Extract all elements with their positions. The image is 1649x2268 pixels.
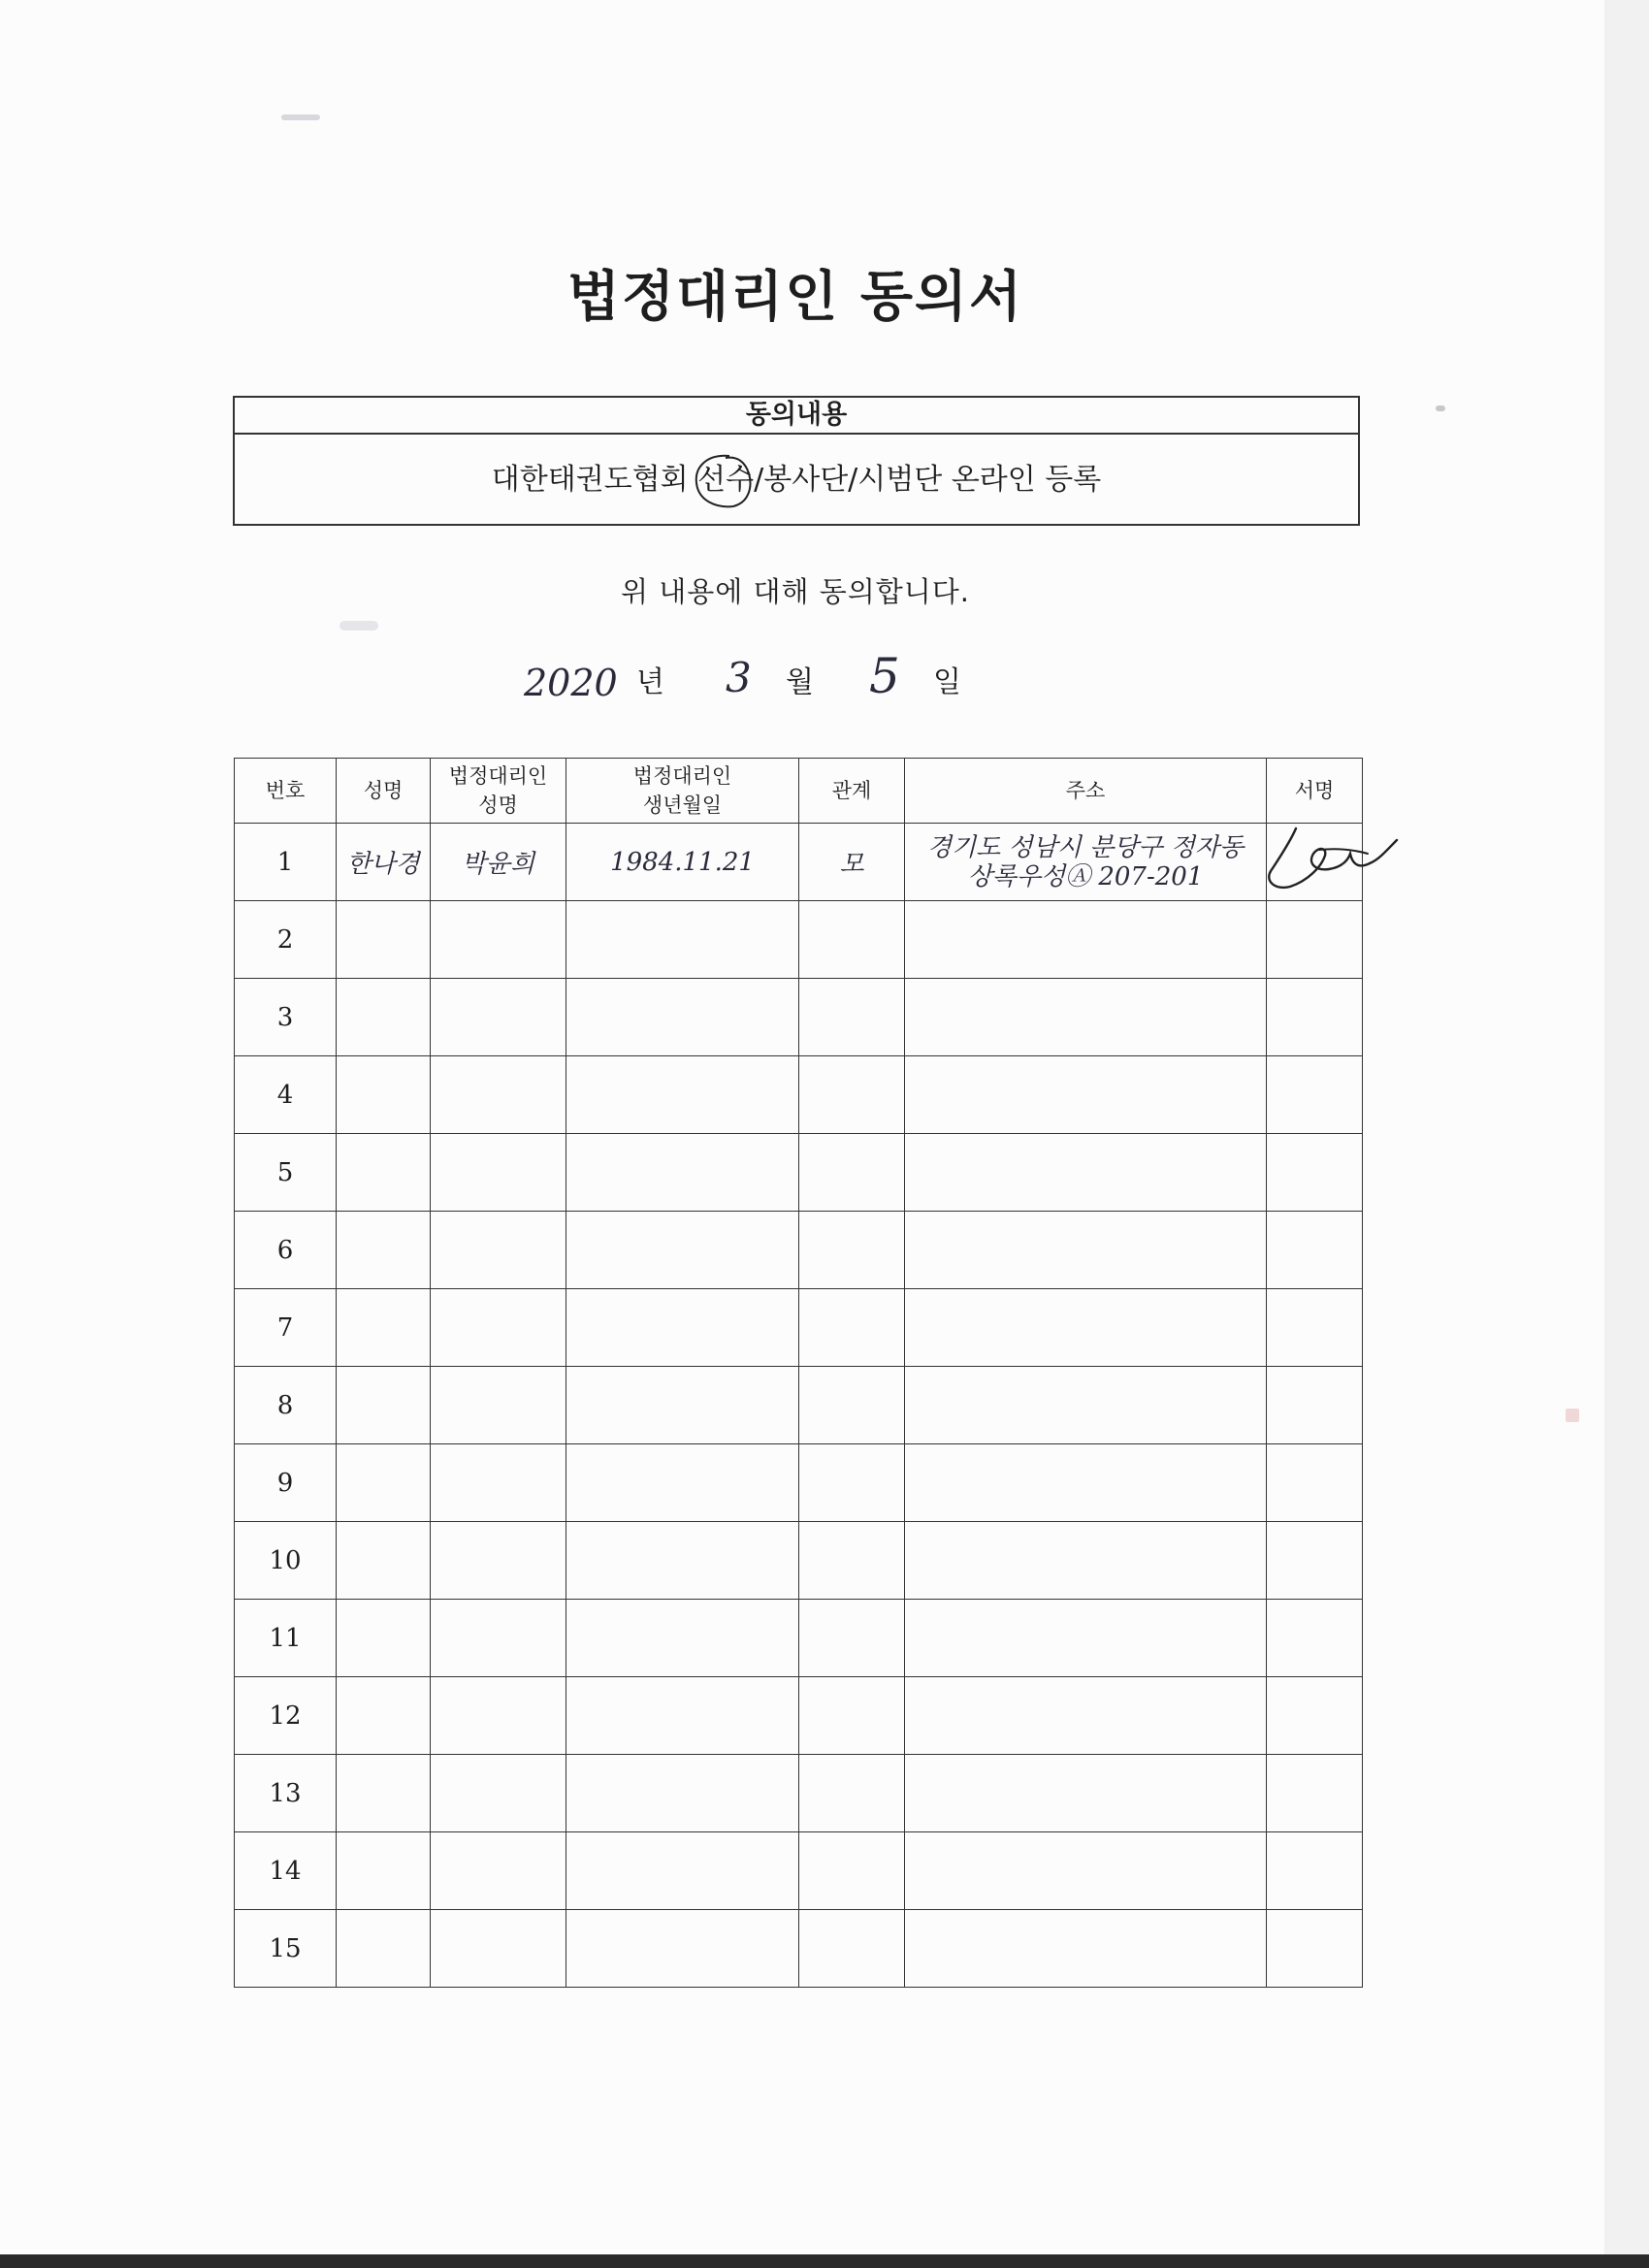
cell-number: 2 — [235, 901, 337, 979]
cell-number: 8 — [235, 1367, 337, 1444]
cell-guardian-birth — [566, 1056, 799, 1134]
cell-guardian-birth — [566, 1289, 799, 1367]
cell-address — [905, 1600, 1267, 1677]
cell-signature — [1267, 1522, 1363, 1600]
cell-guardian-birth — [566, 1832, 799, 1910]
cell-guardian-name — [431, 1910, 566, 1988]
table-row — [235, 1367, 1363, 1444]
cell-number: 6 — [235, 1212, 337, 1289]
scan-speck — [1436, 405, 1445, 411]
cell-relation — [799, 1289, 905, 1367]
agreement-text: 위 내용에 대해 동의합니다. — [620, 575, 971, 608]
cell-relation — [799, 901, 905, 979]
cell-address — [905, 1367, 1267, 1444]
cell-guardian-birth — [566, 1910, 799, 1988]
cell-address — [905, 1677, 1267, 1755]
cell-address-line2: 상록우성Ⓐ 207-201 — [967, 861, 1204, 891]
scan-speck — [281, 114, 320, 120]
cell-name — [337, 1832, 431, 1910]
header-guardian-birth-line2: 생년월일 — [642, 794, 723, 817]
cell-guardian-name — [431, 1367, 566, 1444]
cell-guardian-name — [431, 1444, 566, 1522]
cell-number: 10 — [235, 1522, 337, 1600]
cell-guardian-birth — [566, 979, 799, 1056]
header-signature: 서명 — [1267, 759, 1363, 824]
cell-guardian-birth — [566, 1134, 799, 1212]
handwritten-signature — [1261, 821, 1406, 898]
header-relation: 관계 — [799, 759, 905, 824]
cell-guardian-birth — [566, 1755, 799, 1832]
cell-signature — [1267, 1677, 1363, 1755]
cell-guardian-name: 박윤희 — [431, 824, 566, 901]
cell-number: 3 — [235, 979, 337, 1056]
cell-signature — [1267, 901, 1363, 979]
header-number: 번호 — [235, 759, 337, 824]
date-year: 2020 — [524, 662, 618, 704]
cell-relation — [799, 1444, 905, 1522]
cell-address — [905, 901, 1267, 979]
cell-relation: 모 — [799, 824, 905, 901]
table-row — [235, 1444, 1363, 1522]
table-row — [235, 1832, 1363, 1910]
header-guardian-name-line2: 성명 — [478, 794, 518, 817]
cell-signature — [1267, 1910, 1363, 1988]
cell-address — [905, 1910, 1267, 1988]
cell-address — [905, 1444, 1267, 1522]
cell-guardian-birth — [566, 1522, 799, 1600]
cell-relation — [799, 1134, 905, 1212]
cell-signature — [1267, 1600, 1363, 1677]
cell-name — [337, 1677, 431, 1755]
cell-number: 11 — [235, 1600, 337, 1677]
table-row — [235, 1212, 1363, 1289]
cell-guardian-name — [431, 1212, 566, 1289]
table-row — [235, 1600, 1363, 1677]
cell-name — [337, 901, 431, 979]
cell-name — [337, 1212, 431, 1289]
cell-number: 13 — [235, 1755, 337, 1832]
cell-name — [337, 1056, 431, 1134]
cell-guardian-name — [431, 1755, 566, 1832]
consent-body: 대한태권도협회 선수/봉사단/시범단 온라인 등록 — [491, 463, 1102, 497]
table-row — [235, 901, 1363, 979]
cell-address — [905, 824, 1267, 901]
header-guardian-name — [431, 759, 566, 824]
cell-relation — [799, 1522, 905, 1600]
header-guardian-birth — [566, 759, 799, 824]
cell-address — [905, 1056, 1267, 1134]
cell-signature — [1267, 979, 1363, 1056]
date-year-label: 년 — [636, 665, 664, 699]
cell-name — [337, 1600, 431, 1677]
cell-relation — [799, 1677, 905, 1755]
table-row — [235, 979, 1363, 1056]
cell-name: 한나경 — [337, 824, 431, 901]
cell-number: 9 — [235, 1444, 337, 1522]
cell-guardian-birth — [566, 901, 799, 979]
cell-guardian-name — [431, 1289, 566, 1367]
cell-guardian-name — [431, 1522, 566, 1600]
cell-number: 14 — [235, 1832, 337, 1910]
cell-signature — [1267, 1289, 1363, 1367]
table-row — [235, 1522, 1363, 1600]
cell-address-line1: 경기도 성남시 분당구 정자동 — [926, 832, 1245, 862]
table-row — [235, 1677, 1363, 1755]
scan-speck — [1566, 1409, 1579, 1422]
cell-guardian-birth — [566, 1367, 799, 1444]
cell-guardian-birth — [566, 1212, 799, 1289]
scan-edge-bottom — [0, 2254, 1649, 2268]
header-address: 주소 — [905, 759, 1267, 824]
cell-guardian-name — [431, 1134, 566, 1212]
cell-name — [337, 1134, 431, 1212]
table-row — [235, 1134, 1363, 1212]
cell-number: 12 — [235, 1677, 337, 1755]
scan-edge-right — [1604, 0, 1649, 2268]
page-title: 법정대리인 동의서 — [566, 266, 1024, 329]
cell-signature — [1267, 1212, 1363, 1289]
table-row — [235, 824, 1363, 901]
cell-guardian-name — [431, 1832, 566, 1910]
cell-relation — [799, 1600, 905, 1677]
consent-header: 동의내용 — [235, 398, 1358, 435]
table-row — [235, 1755, 1363, 1832]
cell-name — [337, 1910, 431, 1988]
cell-signature — [1267, 1444, 1363, 1522]
date-line — [0, 648, 1649, 716]
cell-signature — [1267, 1367, 1363, 1444]
cell-name — [337, 1289, 431, 1367]
cell-relation — [799, 1212, 905, 1289]
date-month-label: 월 — [786, 665, 814, 699]
cell-number: 7 — [235, 1289, 337, 1367]
cell-name — [337, 979, 431, 1056]
cell-address — [905, 1134, 1267, 1212]
cell-guardian-birth: 1984.11.21 — [566, 824, 799, 901]
table-header-row — [235, 759, 1363, 824]
header-guardian-name-line1: 법정대리인 — [448, 764, 548, 788]
date-day-label: 일 — [933, 665, 961, 699]
cell-number: 15 — [235, 1910, 337, 1988]
cell-name — [337, 1522, 431, 1600]
cell-name — [337, 1367, 431, 1444]
header-name: 성명 — [337, 759, 431, 824]
cell-guardian-birth — [566, 1444, 799, 1522]
cell-name — [337, 1755, 431, 1832]
cell-relation — [799, 979, 905, 1056]
cell-guardian-name — [431, 901, 566, 979]
guardian-table — [234, 758, 1363, 1988]
cell-signature — [1267, 1832, 1363, 1910]
cell-number: 5 — [235, 1134, 337, 1212]
table-row — [235, 1289, 1363, 1367]
cell-address — [905, 1289, 1267, 1367]
cell-address — [905, 1832, 1267, 1910]
cell-signature — [1267, 1134, 1363, 1212]
cell-signature — [1267, 1056, 1363, 1134]
cell-address — [905, 1522, 1267, 1600]
cell-number: 4 — [235, 1056, 337, 1134]
cell-relation — [799, 1367, 905, 1444]
cell-address — [905, 979, 1267, 1056]
date-month: 3 — [726, 654, 752, 701]
cell-relation — [799, 1832, 905, 1910]
cell-address — [905, 1212, 1267, 1289]
table-row — [235, 1910, 1363, 1988]
table-row — [235, 1056, 1363, 1134]
cell-guardian-name — [431, 1600, 566, 1677]
selection-circle — [691, 452, 755, 512]
cell-guardian-birth — [566, 1600, 799, 1677]
header-guardian-birth-line1: 법정대리인 — [632, 764, 732, 788]
cell-relation — [799, 1056, 905, 1134]
cell-relation — [799, 1755, 905, 1832]
cell-relation — [799, 1910, 905, 1988]
cell-number: 1 — [235, 824, 337, 901]
cell-guardian-name — [431, 979, 566, 1056]
cell-signature — [1267, 1755, 1363, 1832]
cell-address — [905, 1755, 1267, 1832]
scan-speck — [340, 621, 378, 631]
cell-guardian-name — [431, 1677, 566, 1755]
date-day: 5 — [869, 648, 900, 704]
consent-box — [233, 396, 1360, 526]
cell-name — [337, 1444, 431, 1522]
cell-guardian-birth — [566, 1677, 799, 1755]
cell-guardian-name — [431, 1056, 566, 1134]
